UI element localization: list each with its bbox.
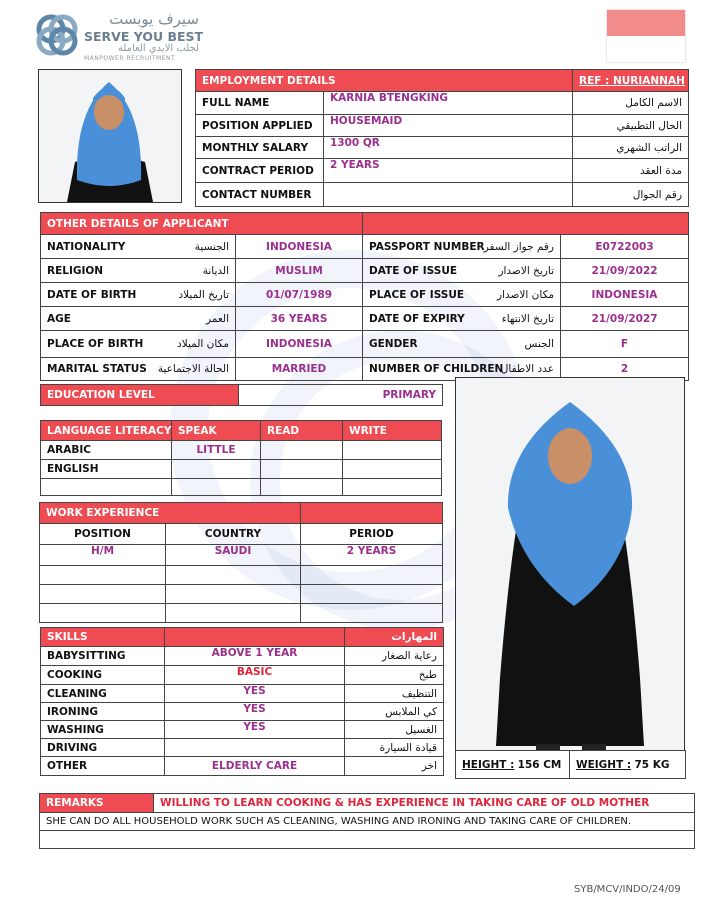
logo-arabic-sub: لجلب الايدي العاملة xyxy=(117,43,199,54)
remarks-label: REMARKS xyxy=(40,794,154,813)
work-row-empty-period xyxy=(301,604,443,623)
nationality-arabic: الجنسية xyxy=(126,235,236,259)
date-of-expiry-label: DATE OF EXPIRY xyxy=(363,307,491,331)
date-of-birth-value: 01/07/1989 xyxy=(236,283,363,307)
work-row-empty-position xyxy=(40,604,166,623)
skill-driving-arabic: قيادة السيارة xyxy=(345,739,444,757)
height-label: HEIGHT : xyxy=(462,758,515,771)
date-of-expiry-arabic: تاريخ الانتهاء xyxy=(491,307,561,331)
weight-label: WEIGHT : xyxy=(576,758,632,771)
work-row-empty-country xyxy=(166,604,301,623)
work-experience-title: WORK EXPERIENCE xyxy=(40,503,301,524)
arabic-read xyxy=(261,441,343,460)
monthly-salary-value: 1300 QR xyxy=(324,137,573,159)
language-literacy-header: LANGUAGE LITERACY xyxy=(41,421,172,441)
english-write xyxy=(343,460,442,479)
work-position-value: H/M xyxy=(40,545,166,566)
country-header: COUNTRY xyxy=(166,524,301,545)
place-of-birth-value: INDONESIA xyxy=(236,331,363,358)
other-details-title: OTHER DETAILS OF APPLICANT xyxy=(41,213,363,235)
marital-status-arabic: الحالة الاجتماعية xyxy=(126,358,236,381)
skill-babysitting-value: ABOVE 1 YEAR xyxy=(165,647,345,666)
employment-details-title: EMPLOYMENT DETAILS xyxy=(196,70,573,92)
document-code: SYB/MCV/INDO/24/09 xyxy=(574,884,681,895)
date-of-issue-label: DATE OF ISSUE xyxy=(363,259,491,283)
read-header: READ xyxy=(261,421,343,441)
age-value: 36 YEARS xyxy=(236,307,363,331)
skill-ironing-value: YES xyxy=(165,703,345,721)
education-level-value: PRIMARY xyxy=(239,385,443,406)
ref-label: REF : NURIANNAH xyxy=(573,70,689,92)
write-header: WRITE xyxy=(343,421,442,441)
gender-arabic: الجنس xyxy=(491,331,561,358)
contact-number-value xyxy=(324,183,573,207)
contract-period-label: CONTRACT PERIOD xyxy=(196,159,324,183)
religion-arabic: الديانة xyxy=(126,259,236,283)
work-row-empty-country xyxy=(166,566,301,585)
age-arabic: العمر xyxy=(126,307,236,331)
skills-title: SKILLS xyxy=(41,628,165,647)
language-arabic: ARABIC xyxy=(41,441,172,460)
other-details-title-spacer xyxy=(363,213,689,235)
weight-cell xyxy=(570,751,686,779)
work-row-empty-position xyxy=(40,566,166,585)
logo-knot-icon xyxy=(34,12,80,58)
skill-cooking-value: BASIC xyxy=(165,666,345,685)
education-level-label: EDUCATION LEVEL xyxy=(41,385,239,406)
age-label: AGE xyxy=(41,307,126,331)
skill-cleaning-label: CLEANING xyxy=(41,685,165,703)
full-name-value: KARNIA BTENGKING xyxy=(324,92,573,115)
height-value: 156 CM xyxy=(517,758,562,771)
skill-babysitting-label: BABYSITTING xyxy=(41,647,165,666)
skill-cleaning-value: YES xyxy=(165,685,345,703)
nationality-label: NATIONALITY xyxy=(41,235,126,259)
logo-english-name: SERVE YOU BEST xyxy=(84,29,204,44)
passport-number-label: PASSPORT NUMBER xyxy=(363,235,491,259)
position-header: POSITION xyxy=(40,524,166,545)
employment-details-table xyxy=(195,69,689,207)
place-of-issue-label: PLACE OF ISSUE xyxy=(363,283,491,307)
passport-number-arabic: رقم جواز السفر xyxy=(491,235,561,259)
skill-other-label: OTHER xyxy=(41,757,165,776)
marital-status-label: MARITAL STATUS xyxy=(41,358,126,381)
skill-babysitting-arabic: رعاية الصغار xyxy=(345,647,444,666)
contract-period-arabic: مدة العقد xyxy=(573,159,689,183)
full-name-label: FULL NAME xyxy=(196,92,324,115)
remarks-table xyxy=(39,793,695,849)
weight-value: 75 KG xyxy=(634,758,670,771)
monthly-salary-arabic: الراتب الشهري xyxy=(573,137,689,159)
language-empty xyxy=(41,479,172,496)
arabic-write xyxy=(343,441,442,460)
number-of-children-label: NUMBER OF CHILDREN xyxy=(363,358,491,381)
work-row-empty-position xyxy=(40,585,166,604)
date-of-issue-value: 21/09/2022 xyxy=(561,259,689,283)
skill-other-arabic: اخر xyxy=(345,757,444,776)
skills-title-spacer xyxy=(165,628,345,647)
height-cell xyxy=(456,751,570,779)
skill-ironing-label: IRONING xyxy=(41,703,165,721)
skills-title-arabic: المهارات xyxy=(345,628,444,647)
contact-number-arabic: رقم الجوال xyxy=(573,183,689,207)
empty-speak xyxy=(172,479,261,496)
remarks-text: SHE CAN DO ALL HOUSEHOLD WORK SUCH AS CLEANING, WASHING AND IRONING AND TAKING CARE OF CHILDREN. xyxy=(40,813,695,831)
speak-header: SPEAK xyxy=(172,421,261,441)
marital-status-value: MARRIED xyxy=(236,358,363,381)
passport-number-value: E0722003 xyxy=(561,235,689,259)
work-experience-table xyxy=(39,502,443,623)
work-row-empty-period xyxy=(301,585,443,604)
english-speak xyxy=(172,460,261,479)
contact-number-label: CONTACT NUMBER xyxy=(196,183,324,207)
measurements-table xyxy=(455,750,686,779)
date-of-issue-arabic: تاريخ الاصدار xyxy=(491,259,561,283)
date-of-birth-label: DATE OF BIRTH xyxy=(41,283,126,307)
position-applied-arabic: الحال التطبيقي xyxy=(573,115,689,137)
skill-washing-label: WASHING xyxy=(41,721,165,739)
number-of-children-arabic: عدد الاطفال xyxy=(491,358,561,381)
work-row-empty-country xyxy=(166,585,301,604)
work-period-value: 2 YEARS xyxy=(301,545,443,566)
gender-value: F xyxy=(561,331,689,358)
skill-washing-value: YES xyxy=(165,721,345,739)
position-applied-value: HOUSEMAID xyxy=(324,115,573,137)
gender-label: GENDER xyxy=(363,331,491,358)
remarks-empty-row xyxy=(40,831,695,849)
company-logo xyxy=(34,10,204,65)
applicant-portrait xyxy=(38,69,182,203)
full-name-arabic: الاسم الكامل xyxy=(573,92,689,115)
full-body-photo-icon xyxy=(456,378,684,751)
nationality-value: INDONESIA xyxy=(236,235,363,259)
applicant-full-photo xyxy=(455,377,685,750)
english-read xyxy=(261,460,343,479)
skill-driving-label: DRIVING xyxy=(41,739,165,757)
empty-read xyxy=(261,479,343,496)
logo-english-sub: MANPOWER RECRUITMENT xyxy=(84,55,176,62)
number-of-children-value: 2 xyxy=(561,358,689,381)
skill-driving-value xyxy=(165,739,345,757)
religion-label: RELIGION xyxy=(41,259,126,283)
work-experience-title-spacer xyxy=(301,503,443,524)
skill-cooking-arabic: طبخ xyxy=(345,666,444,685)
date-of-expiry-value: 21/09/2027 xyxy=(561,307,689,331)
place-of-issue-arabic: مكان الاصدار xyxy=(491,283,561,307)
skill-other-value: ELDERLY CARE xyxy=(165,757,345,776)
place-of-birth-arabic: مكان الميلاد xyxy=(126,331,236,358)
indonesia-flag xyxy=(607,10,685,62)
language-english: ENGLISH xyxy=(41,460,172,479)
skill-cleaning-arabic: التنظيف xyxy=(345,685,444,703)
place-of-issue-value: INDONESIA xyxy=(561,283,689,307)
portrait-photo-icon xyxy=(39,70,181,202)
skill-cooking-label: COOKING xyxy=(41,666,165,685)
position-applied-label: POSITION APPLIED xyxy=(196,115,324,137)
place-of-birth-label: PLACE OF BIRTH xyxy=(41,331,126,358)
monthly-salary-label: MONTHLY SALARY xyxy=(196,137,324,159)
skill-washing-arabic: الغسيل xyxy=(345,721,444,739)
date-of-birth-arabic: تاريخ الميلاد xyxy=(126,283,236,307)
contract-period-value: 2 YEARS xyxy=(324,159,573,183)
arabic-speak: LITTLE xyxy=(172,441,261,460)
logo-arabic-name: سيرف يوبست xyxy=(109,10,199,28)
skill-ironing-arabic: كي الملابس xyxy=(345,703,444,721)
work-country-value: SAUDI xyxy=(166,545,301,566)
work-row-empty-period xyxy=(301,566,443,585)
remarks-headline: WILLING TO LEARN COOKING & HAS EXPERIENCE IN TAKING CARE OF OLD MOTHER xyxy=(154,794,695,813)
skills-table xyxy=(40,627,444,776)
education-table xyxy=(40,384,443,406)
language-table xyxy=(40,420,442,496)
empty-write xyxy=(343,479,442,496)
religion-value: MUSLIM xyxy=(236,259,363,283)
other-details-table xyxy=(40,212,689,381)
period-header: PERIOD xyxy=(301,524,443,545)
